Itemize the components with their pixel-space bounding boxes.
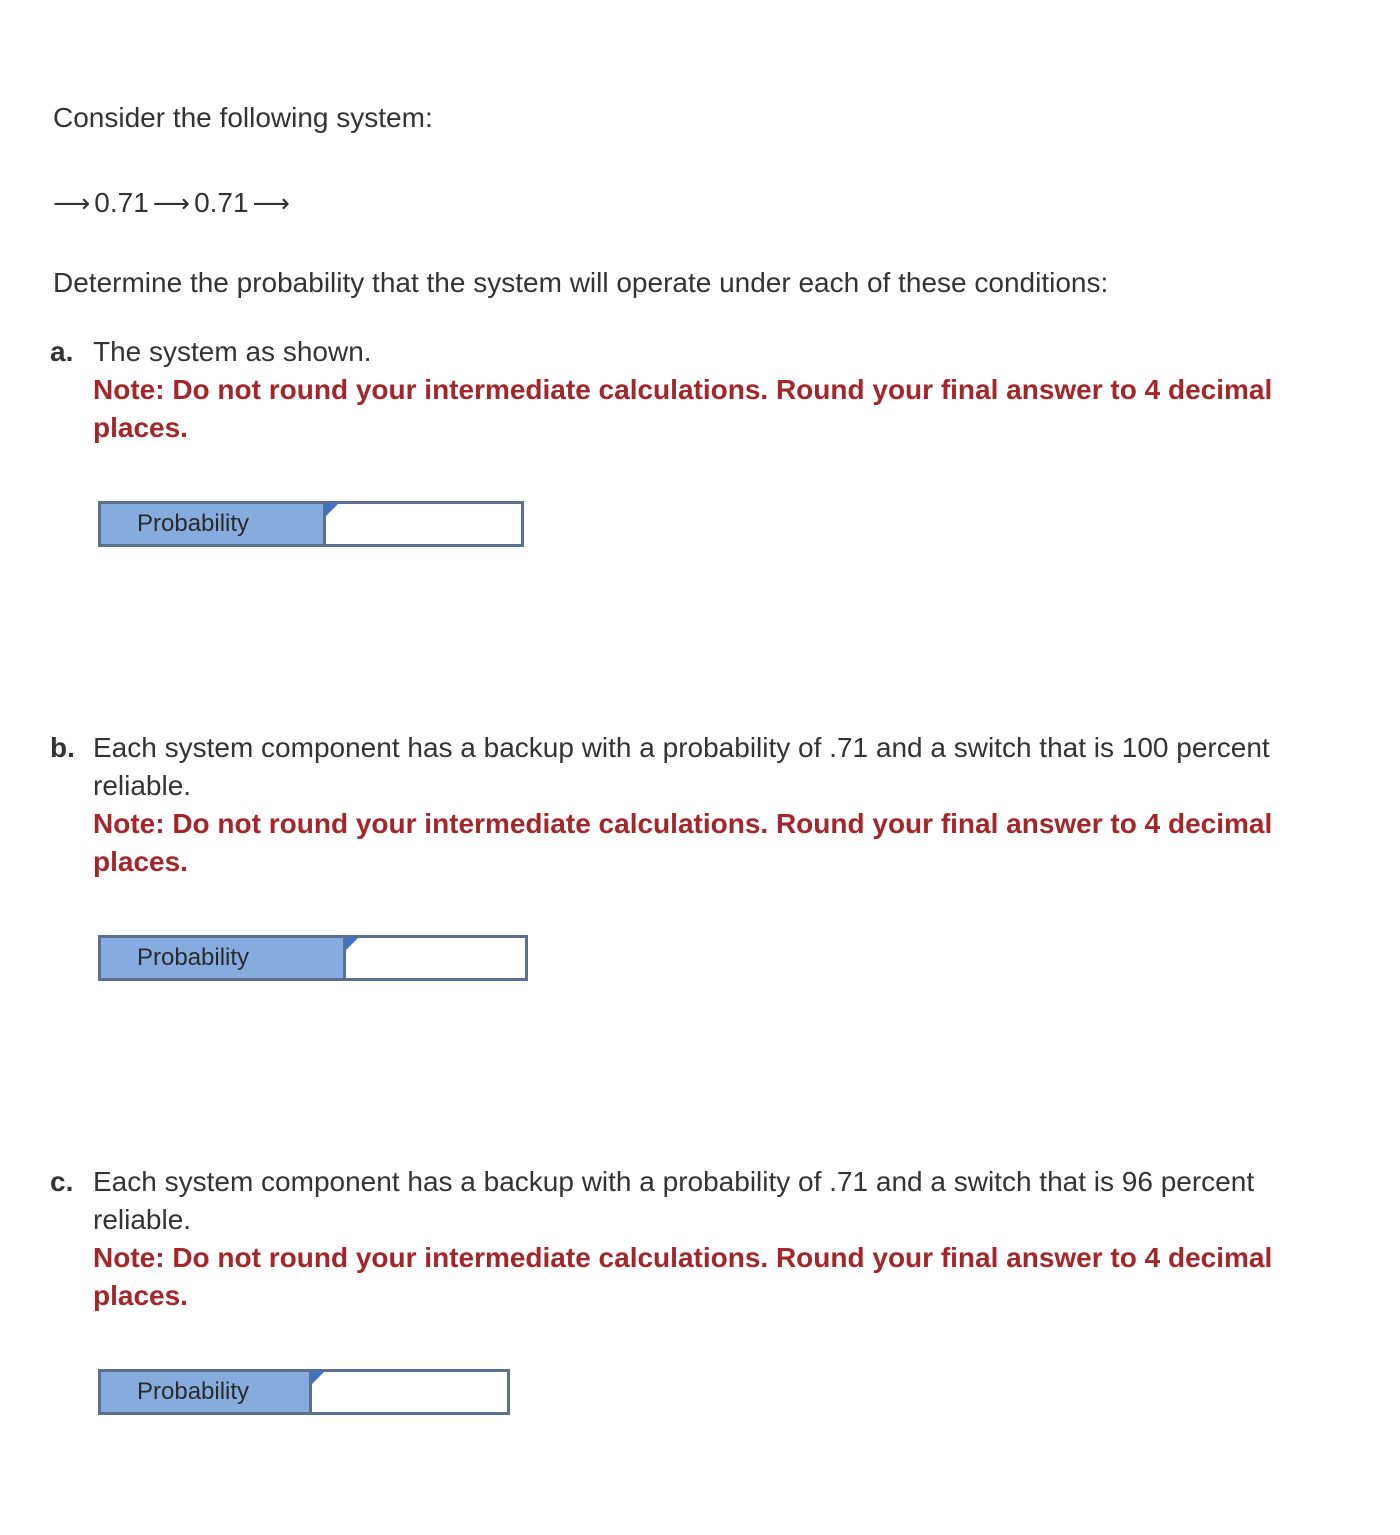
answer-label: Probability [101,1372,312,1412]
question-part-a [50,333,1310,447]
intro-text: Consider the following system: [53,102,433,133]
answer-label: Probability [101,504,326,544]
question-part-c [50,1163,1310,1315]
probability-input-b[interactable] [346,938,525,978]
rounding-note: Note: Do not round your intermediate calculations. Round your final answer to 4 decimal places. [93,374,1273,443]
flag-icon [311,1371,325,1385]
part-text: Each system component has a backup with a probability of .71 and a switch that is 96 percent reliable. [93,1166,1255,1235]
arrow-right-icon: ⟶ [252,189,290,219]
answer-cell [326,504,521,544]
system-diagram [53,183,290,224]
answer-row-c [98,1369,510,1415]
rounding-note: Note: Do not round your intermediate calculations. Round your final answer to 4 decimal places. [93,1242,1273,1311]
answer-cell [346,938,525,978]
part-letter: a. [50,336,74,367]
answer-label: Probability [101,938,346,978]
part-text: The system as shown. [93,336,372,367]
flag-icon [325,503,339,517]
instructions-text: Determine the probability that the system will operate under each of these conditions: [53,267,1109,298]
component-value: 0.71 [94,187,149,218]
answer-row-a [98,501,524,547]
question-part-b [50,729,1310,881]
flag-icon [345,937,359,951]
probability-input-c[interactable] [312,1372,507,1412]
rounding-note: Note: Do not round your intermediate calculations. Round your final answer to 4 decimal places. [93,808,1273,877]
part-text: Each system component has a backup with a probability of .71 and a switch that is 100 percent reliable. [93,732,1270,801]
probability-input-a[interactable] [326,504,521,544]
answer-cell [312,1372,507,1412]
answer-row-b [98,935,528,981]
part-letter: c. [50,1166,74,1197]
part-letter: b. [50,732,75,763]
arrow-right-icon: ⟶ [53,189,91,219]
component-value: 0.71 [194,187,249,218]
arrow-right-icon: ⟶ [152,189,191,219]
